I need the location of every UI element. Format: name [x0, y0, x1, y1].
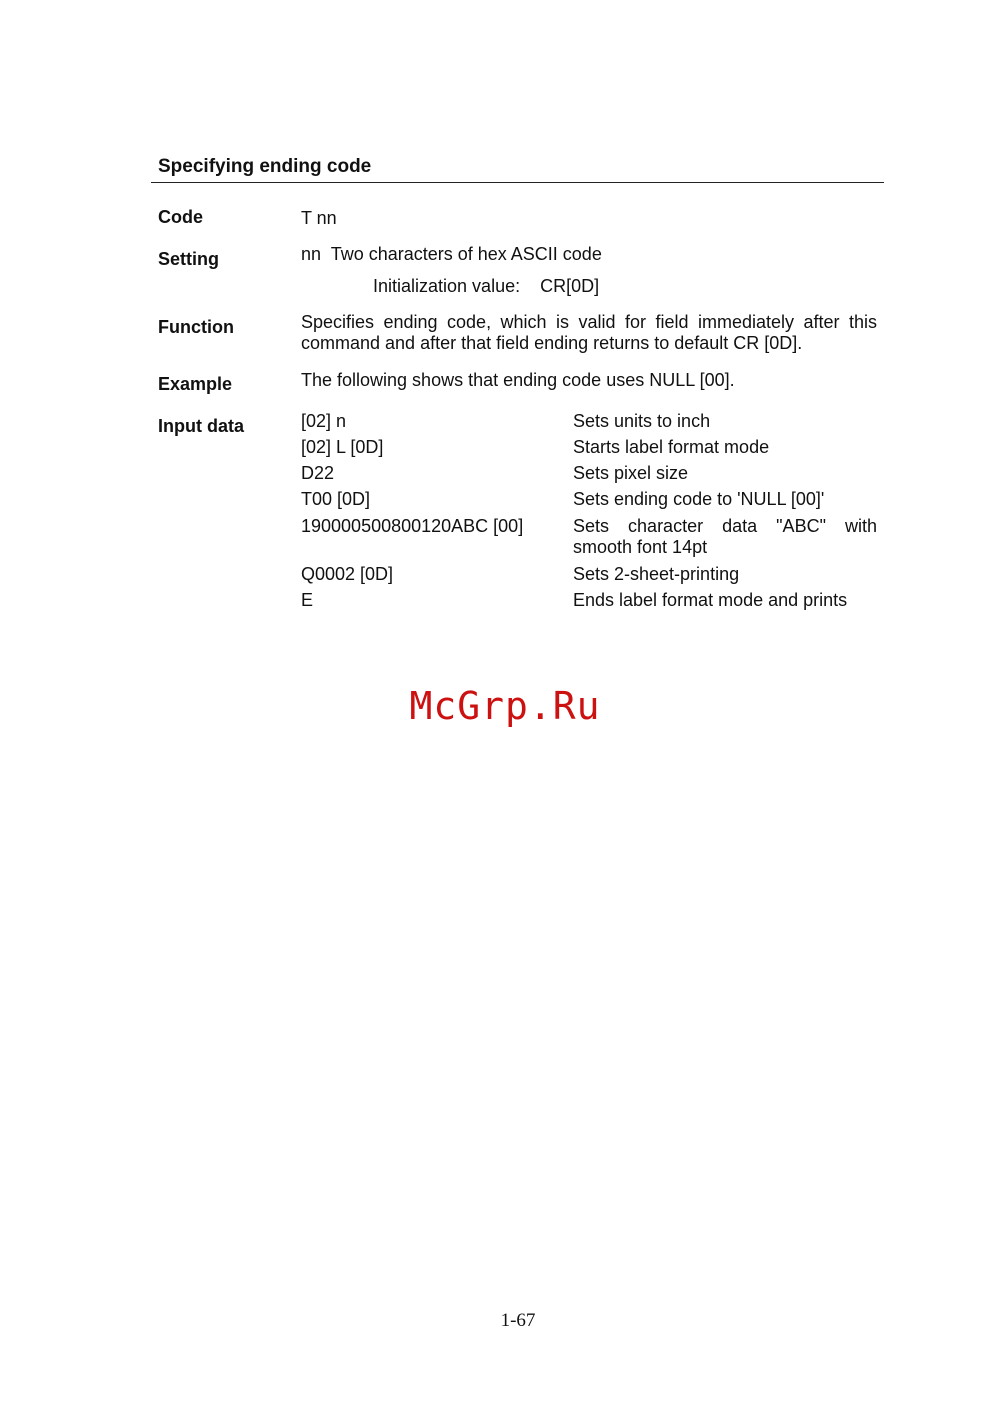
code-label: Code	[158, 207, 203, 227]
input-row-desc: Starts label format mode	[573, 437, 770, 457]
input-row-desc: Sets 2-sheet-printing	[573, 564, 740, 584]
heading-rule	[151, 182, 884, 183]
input-row-code: D22	[301, 463, 335, 483]
input-row-code: E	[301, 590, 314, 610]
example-text: The following shows that ending code uses NULL [00].	[301, 370, 735, 390]
setting-line-1: nn Two characters of hex ASCII code	[301, 244, 602, 264]
input-row-desc: Sets ending code to 'NULL [00]'	[573, 489, 825, 509]
input-row-desc: Sets pixel size	[573, 463, 689, 483]
page-number: 1-67	[500, 1310, 536, 1331]
function-label: Function	[158, 317, 234, 337]
input-row-code: Q0002 [0D]	[301, 564, 394, 584]
setting-label: Setting	[158, 249, 219, 269]
input-row-code: T00 [0D]	[301, 489, 371, 509]
function-text: Specifies ending code, which is valid for field immediately after this command and after that field ending returns to default CR [0D].	[301, 312, 877, 353]
input-row-code: 190000500800120ABC [00]	[301, 516, 524, 536]
section-heading: Specifying ending code	[158, 156, 372, 177]
input-row-code: [02] n	[301, 411, 347, 431]
input-row-desc: Sets character data "ABC" with smooth font 14pt	[573, 516, 877, 557]
input-row-desc: Sets units to inch	[573, 411, 711, 431]
input-data-label: Input data	[158, 416, 244, 436]
setting-line-2: Initialization value: CR[0D]	[373, 276, 600, 296]
input-row-code: [02] L [0D]	[301, 437, 384, 457]
watermark-text: McGrp.Ru	[409, 684, 601, 728]
input-row-desc: Ends label format mode and prints	[573, 590, 848, 610]
example-label: Example	[158, 374, 233, 394]
code-value: T nn	[301, 208, 337, 228]
